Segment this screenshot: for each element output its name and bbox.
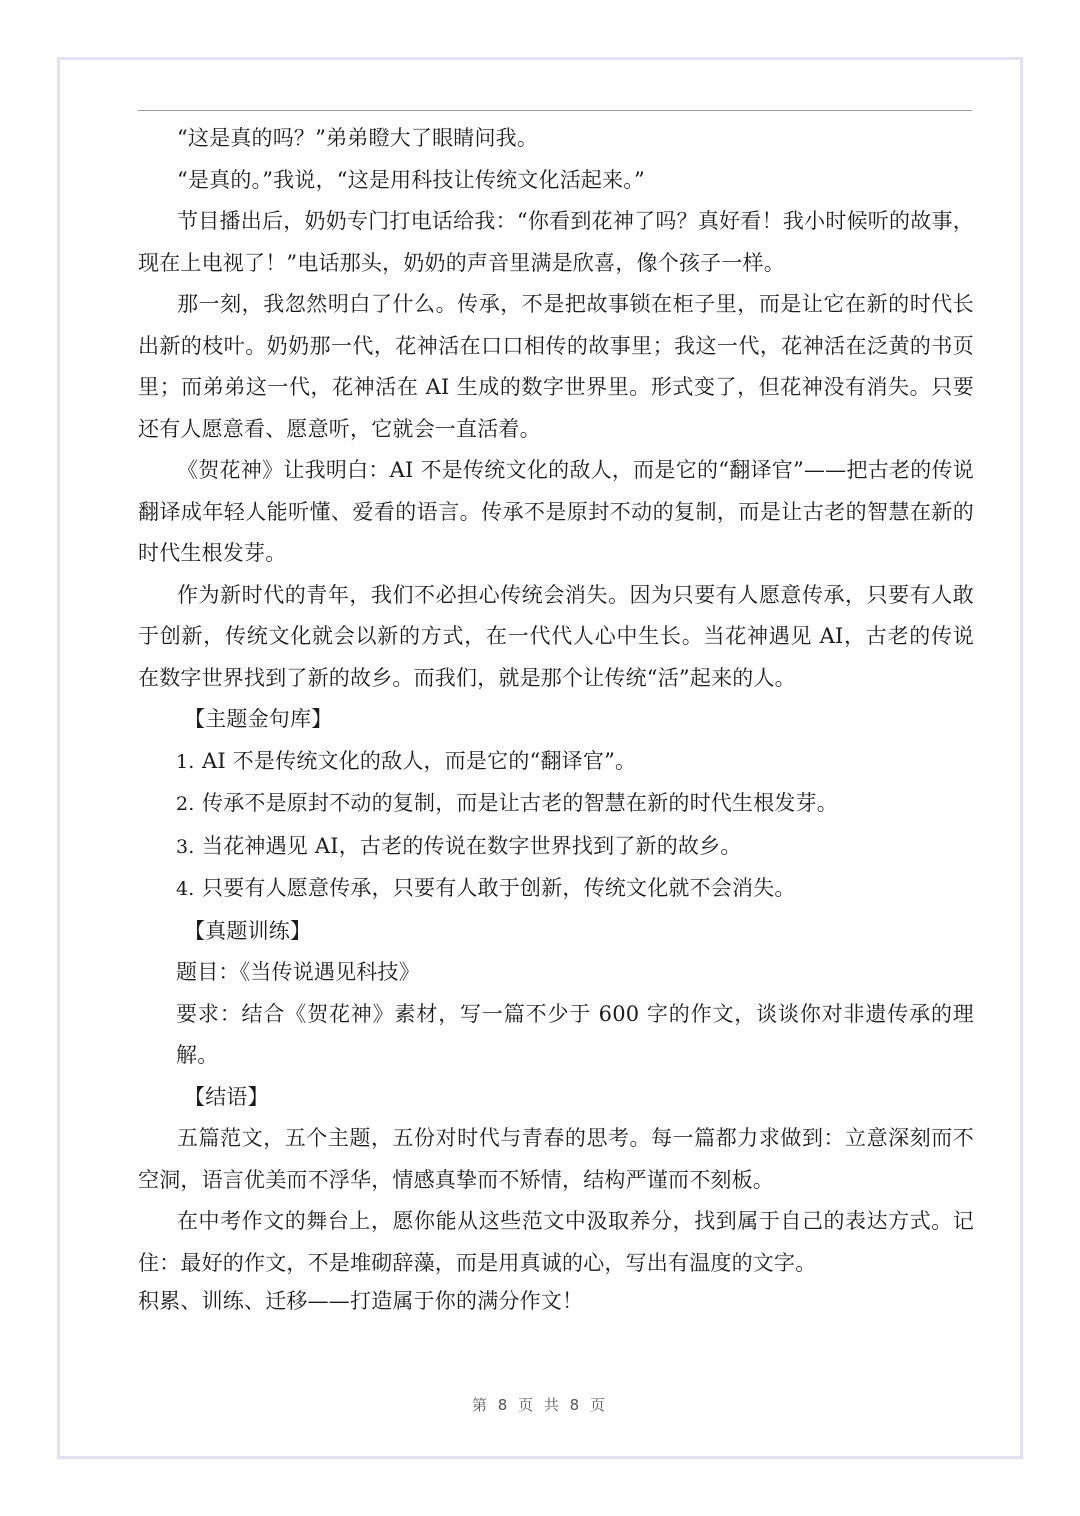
list-item-text: 传承不是原封不动的复制，而是让古老的智慧在新的时代生根发芽。: [202, 791, 838, 815]
closing-line: 积累、训练、迁移——打造属于你的满分作文！: [138, 1289, 584, 1313]
paragraph: 作为新时代的青年，我们不必担心传统会消失。因为只要有人愿意传承，只要有人敢于创新，传统文化就会以新的方式，在一代代人心中生长。当花神遇见 AI，古老的传说在数字世界找到了新的故乡。而我们，就是那个让传统“活”起来的人。: [138, 582, 974, 690]
paragraph: 节目播出后，奶奶专门打电话给我：“你看到花神了吗？真好看！我小时候听的故事，现在上电视了！”电话那头，奶奶的声音里满是欣喜，像个孩子一样。: [138, 209, 974, 275]
paragraph: 在中考作文的舞台上，愿你能从这些范文中汲取养分，找到属于自己的表达方式。记住：最好的作文，不是堆砌辞藻，而是用真诚的心，写出有温度的文字。: [138, 1209, 974, 1275]
document-body: [138, 118, 974, 1318]
list-item-number: 2.: [176, 793, 195, 815]
list-item: [138, 741, 974, 784]
conclusion-heading: 【结语】: [184, 1084, 269, 1109]
list-item-number: 1.: [176, 750, 195, 773]
paragraph: 那一刻，我忽然明白了什么。传承，不是把故事锁在柜子里，而是让它在新的时代长出新的枝叶。奶奶那一代，花神活在口口相传的故事里；我这一代，花神活在泛黄的书页里；而弟弟这一代，花神活在 AI 生成的数字世界里。形式变了，但花神没有消失。只要还有人愿意看、愿意听，它就会一直活着。: [138, 292, 974, 441]
theme-quotes-heading: 【主题金句库】: [184, 707, 333, 731]
paragraph: 五篇范文，五个主题，五份对时代与青春的思考。每一篇都力求做到：立意深刻而不空洞，语言优美而不浮华，情感真挚而不矫情，结构严谨而不刻板。: [138, 1126, 974, 1192]
training-topic: 题目：《当传说遇见科技》: [176, 960, 420, 984]
list-item-number: 3.: [176, 835, 195, 858]
paragraph: “这是真的吗？”弟弟瞪大了眼睛问我。: [177, 126, 539, 150]
list-item-number: 4.: [176, 878, 195, 900]
page-number: 第 8 页 共 8 页: [472, 1396, 608, 1414]
training-heading: 【真题训练】: [184, 918, 312, 943]
list-item-text: AI 不是传统文化的敌人，而是它的“翻译官”。: [202, 748, 637, 773]
list-item: [138, 783, 974, 826]
paragraph: 《贺花神》让我明白：AI 不是传统文化的敌人，而是它的“翻译官”——把古老的传说翻译成年轻人能听懂、爱看的语言。传承不是原封不动的复制，而是让古老的智慧在新的时代生根发芽。: [138, 458, 974, 565]
header-rule: [138, 110, 972, 111]
training-requirement: 要求：结合《贺花神》素材，写一篇不少于 600 字的作文，谈谈你对非遗传承的理解。: [176, 1001, 974, 1067]
list-item: [138, 868, 974, 911]
list-item-text: 当花神遇见 AI，古老的传说在数字世界找到了新的故乡。: [202, 833, 742, 858]
list-item: [138, 826, 974, 869]
paragraph: “是真的。”我说，“这是用科技让传统文化活起来。”: [177, 167, 645, 192]
list-item-text: 只要有人愿意传承，只要有人敢于创新，传统文化就不会消失。: [202, 876, 796, 900]
